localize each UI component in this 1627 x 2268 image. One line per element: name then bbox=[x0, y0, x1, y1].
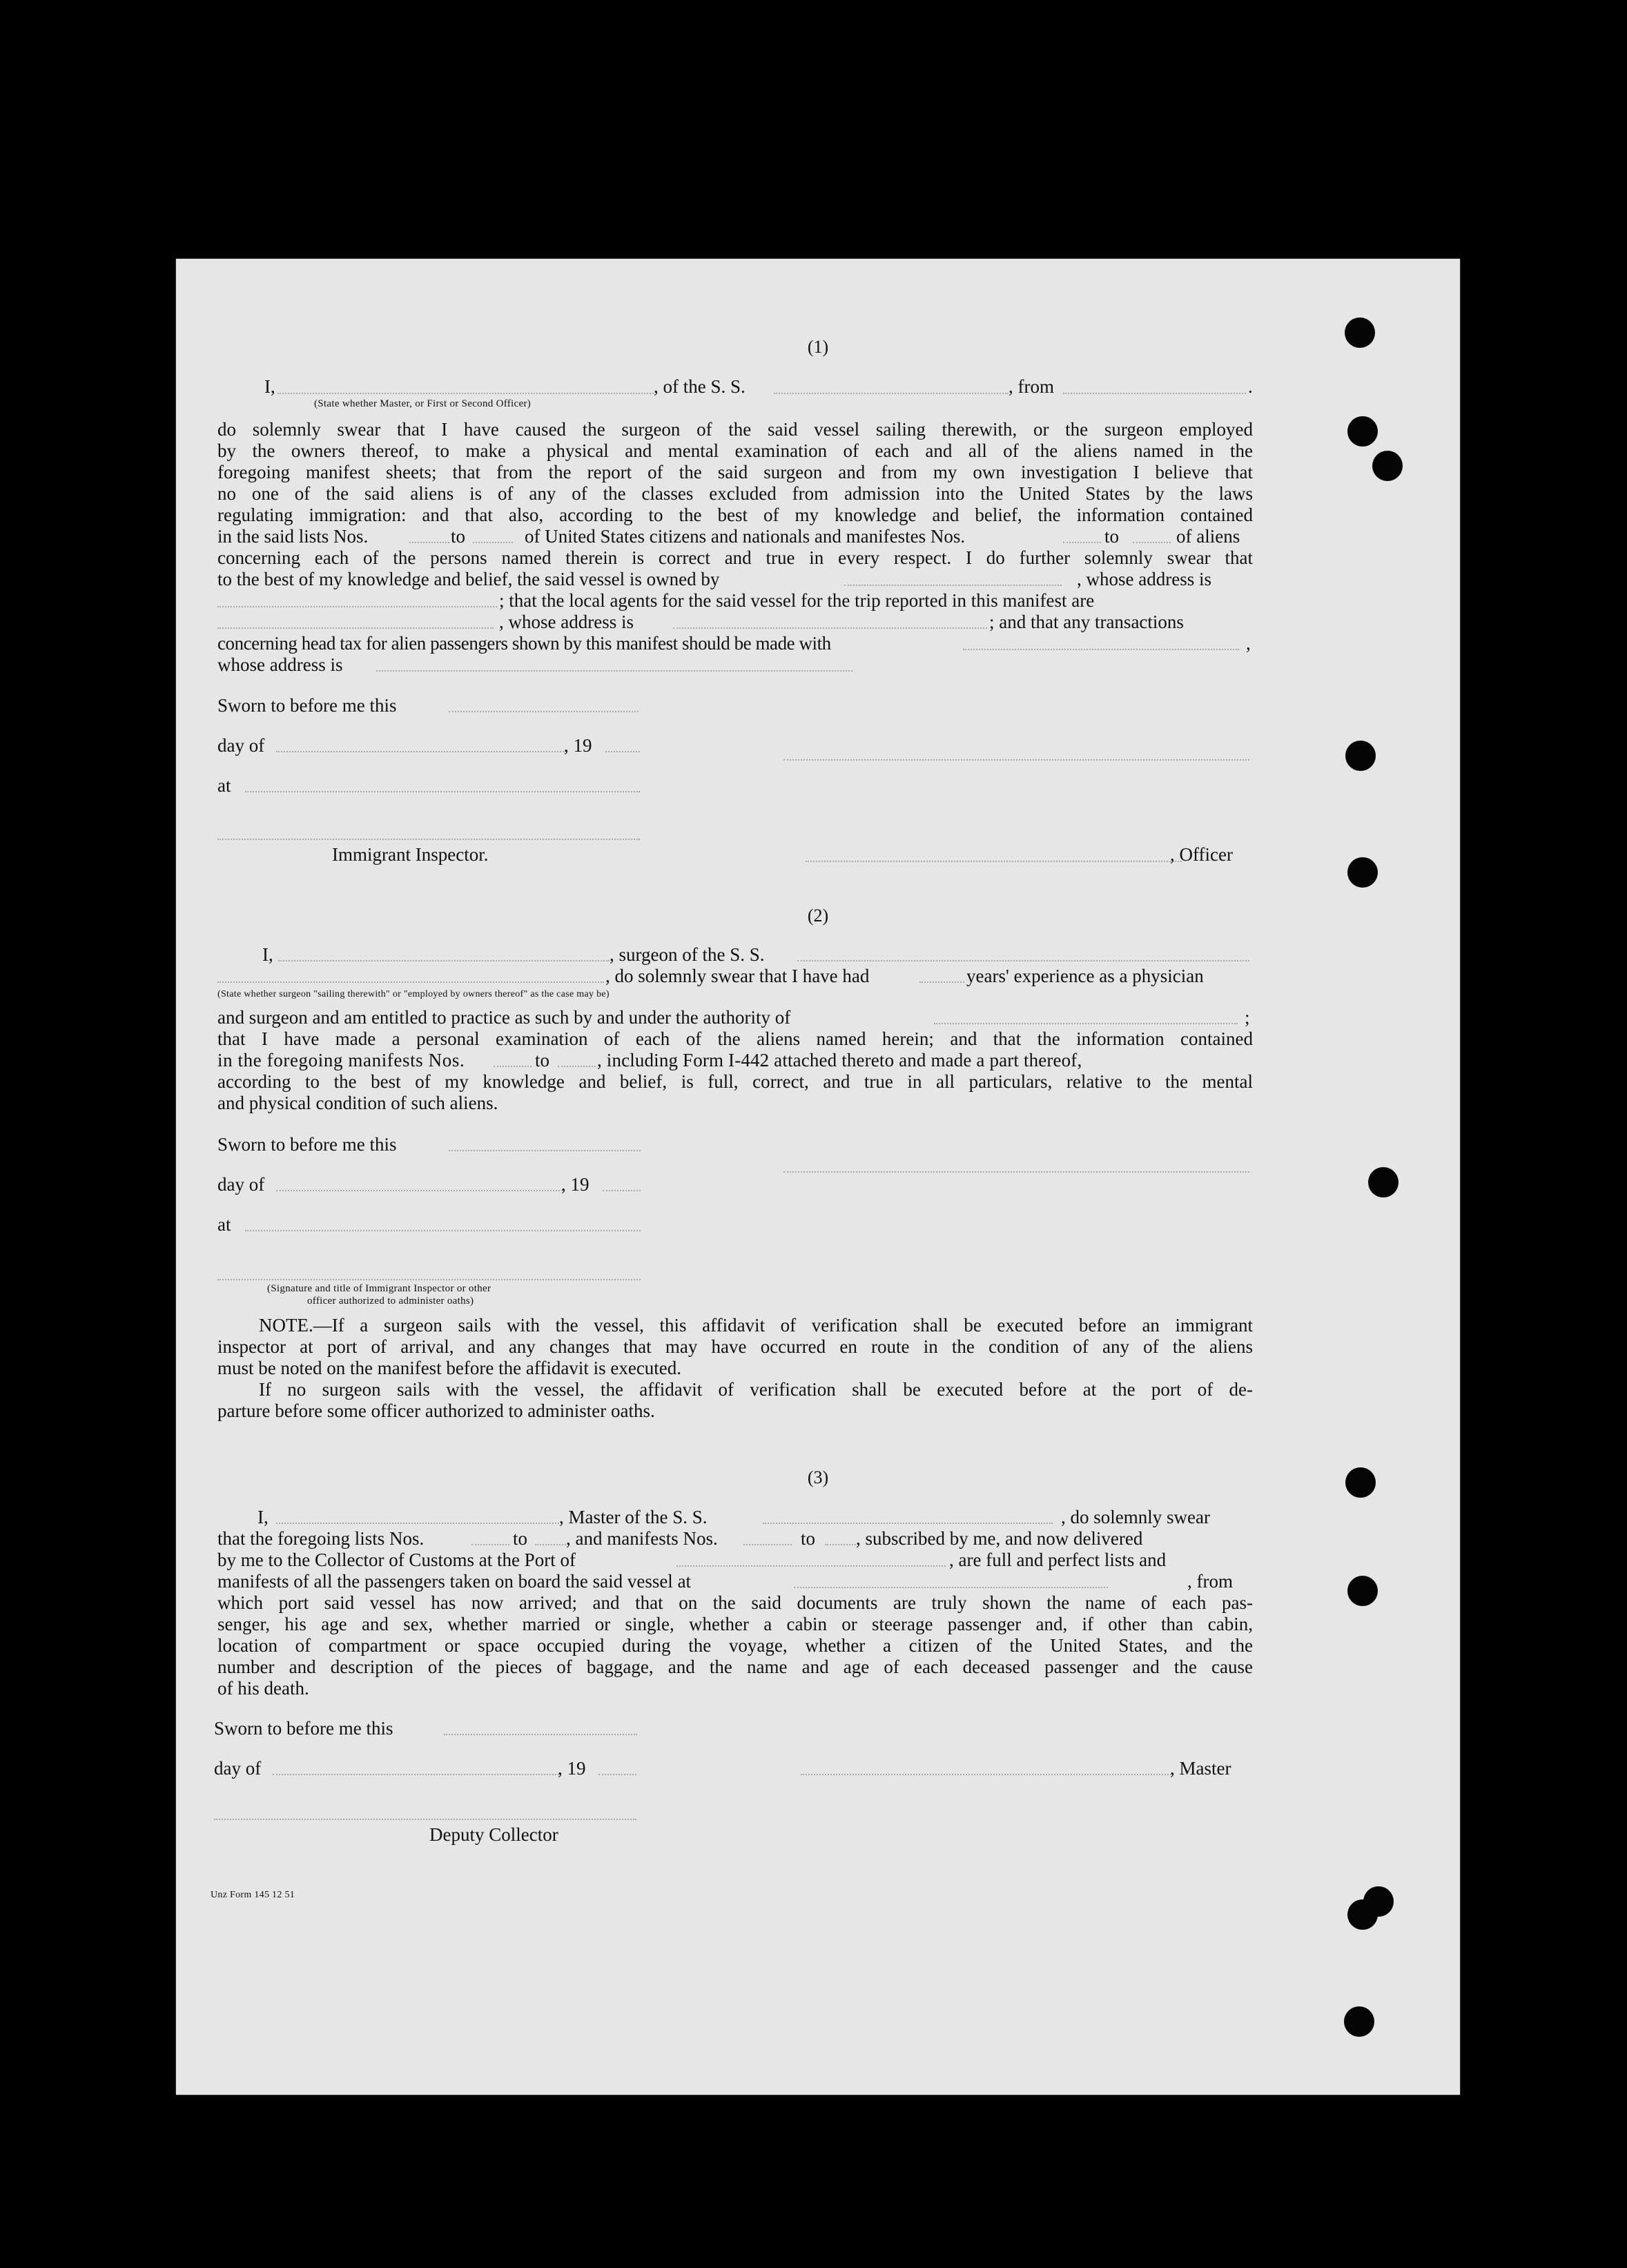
s2-capacity-field[interactable] bbox=[217, 981, 604, 983]
punch-hole bbox=[1347, 1576, 1378, 1606]
s1-year-label: , 19 bbox=[564, 735, 592, 756]
s2-inspector-sig-field[interactable] bbox=[217, 1279, 641, 1280]
s1-owned-a: to the best of my knowledge and belief, the said vessel is owned by bbox=[217, 569, 720, 589]
s3-master-name-field[interactable] bbox=[276, 1523, 559, 1524]
s2-semicolon: ; bbox=[1245, 1007, 1250, 1028]
section-1-number: (1) bbox=[807, 337, 829, 357]
s1-agents-line: ; that the local agents for the said vessel for the trip reported in this manifest are bbox=[499, 590, 1095, 611]
s2-sig-note-2: officer authorized to administer oaths) bbox=[307, 1296, 474, 1307]
s3-lists-to-2: to bbox=[801, 1528, 816, 1549]
s3-swear-label: , do solemnly swear bbox=[1061, 1507, 1210, 1527]
s3-lists-from-field[interactable] bbox=[471, 1544, 509, 1545]
s2-body-line-1: that I have made a personal examination of each of the aliens named herein; and that the information contained bbox=[217, 1028, 1253, 1049]
s2-sig-note-1: (Signature and title of Immigrant Inspector or other bbox=[267, 1283, 491, 1294]
s2-at-label: at bbox=[217, 1214, 231, 1235]
s1-ship-name-field[interactable] bbox=[774, 393, 1009, 394]
punch-hole bbox=[1347, 416, 1378, 447]
s3-year-field[interactable] bbox=[598, 1774, 636, 1775]
s3-collector-a: by me to the Collector of Customs at the Port of bbox=[217, 1550, 576, 1570]
punch-hole bbox=[1347, 857, 1378, 888]
s2-ship-name-field[interactable] bbox=[797, 960, 1249, 961]
punch-hole bbox=[1345, 741, 1376, 771]
s2-i-label: I, bbox=[262, 944, 273, 965]
s1-i-label: I, bbox=[264, 376, 275, 397]
s1-inspector-sig-field[interactable] bbox=[217, 839, 640, 840]
s3-master-label: , Master bbox=[1170, 1758, 1231, 1779]
s3-master-sig-field[interactable] bbox=[801, 1774, 1173, 1775]
s2-day-of-field[interactable] bbox=[276, 1190, 563, 1191]
s3-deputy-label: Deputy Collector bbox=[429, 1824, 558, 1845]
s3-collector-b: , are full and perfect lists and bbox=[949, 1550, 1167, 1570]
s3-lists-c: , subscribed by me, and now delivered bbox=[856, 1528, 1143, 1549]
punch-hole bbox=[1368, 1167, 1399, 1197]
s1-sworn-label: Sworn to before me this bbox=[217, 695, 397, 716]
s3-port-field[interactable] bbox=[676, 1565, 946, 1567]
s1-signature-field[interactable] bbox=[783, 759, 1249, 761]
s1-lists-b: of United States citizens and nationals and manifestes Nos. bbox=[525, 526, 966, 547]
s1-lists-from-field[interactable] bbox=[409, 542, 449, 543]
s2-year-field[interactable] bbox=[603, 1190, 641, 1191]
s3-master-of-label: , Master of the S. S. bbox=[559, 1507, 708, 1527]
s3-ship-name-field[interactable] bbox=[763, 1523, 1053, 1524]
s1-body-line-4: no one of the said aliens is of any of the classes excluded from admission into the United States by the laws bbox=[217, 483, 1253, 504]
s3-lists-to-1: to bbox=[513, 1528, 528, 1549]
punch-hole bbox=[1344, 2006, 1374, 2037]
s1-inspector-label: Immigrant Inspector. bbox=[332, 844, 489, 865]
s3-body-line-2: senger, his age and sex, whether married or single, whether a cabin or steerage passenger and, if other than cabin, bbox=[217, 1614, 1253, 1634]
s2-authority-label: and surgeon and am entitled to practice as such by and under the authority of bbox=[217, 1007, 791, 1028]
s1-comma: , bbox=[1246, 633, 1251, 654]
s3-body-line-3: location of compartment or space occupied during the voyage, whether a citizen of the United States, and the bbox=[217, 1635, 1253, 1656]
s1-year-field[interactable] bbox=[605, 751, 640, 752]
s1-from-port-field[interactable] bbox=[1063, 393, 1246, 394]
s3-body-line-1: which port said vessel has now arrived; and that on the said documents are truly shown the name of each pas- bbox=[217, 1592, 1253, 1613]
s2-note-line-4: If no surgeon sails with the vessel, the affidavit of verification shall be executed before at the port of de- bbox=[259, 1379, 1253, 1400]
s1-body-line-2: by the owners thereof, to make a physical and mental examination of each and all of the aliens named in the bbox=[217, 440, 1253, 461]
s1-head-tax-field[interactable] bbox=[963, 649, 1239, 650]
s2-at-field[interactable] bbox=[245, 1230, 641, 1231]
s1-officer-sig-field[interactable] bbox=[806, 861, 1182, 862]
s2-year-label: , 19 bbox=[561, 1174, 590, 1195]
s1-sworn-field[interactable] bbox=[449, 711, 639, 712]
s2-manifests-from-field[interactable] bbox=[494, 1066, 532, 1067]
s3-manifests-from-field[interactable] bbox=[743, 1544, 792, 1545]
s3-year-label: , 19 bbox=[558, 1758, 586, 1779]
s2-sworn-field[interactable] bbox=[449, 1150, 641, 1151]
s2-note-line-5: parture before some officer authorized to administer oaths. bbox=[217, 1400, 655, 1421]
s3-sworn-field[interactable] bbox=[444, 1734, 637, 1735]
manifest-affidavit-page bbox=[176, 259, 1460, 2095]
s1-officer-label: , Officer bbox=[1170, 844, 1233, 865]
s2-note-line-2: inspector at port of arrival, and any changes that may have occurred en route in the condition of any of the aliens bbox=[217, 1336, 1253, 1357]
s3-boarding-port-field[interactable] bbox=[794, 1587, 1108, 1588]
s3-lists-to-field[interactable] bbox=[535, 1544, 566, 1545]
s1-lists-to-field[interactable] bbox=[473, 542, 513, 543]
s1-period: . bbox=[1248, 376, 1253, 397]
punch-hole bbox=[1345, 1467, 1376, 1498]
s2-years-label: years' experience as a physician bbox=[966, 966, 1204, 986]
s3-body-last-line: of his death. bbox=[217, 1678, 309, 1699]
s1-owner-field[interactable] bbox=[844, 585, 1062, 586]
s1-from-label: , from bbox=[1009, 376, 1054, 397]
s3-manifests-a: manifests of all the passengers taken on board the said vessel at bbox=[217, 1571, 692, 1592]
s1-transactions: ; and that any transactions bbox=[989, 612, 1184, 632]
s3-manifests-to-field[interactable] bbox=[825, 1544, 856, 1545]
s1-lists-to-2: to bbox=[1104, 526, 1120, 547]
s1-agents-field[interactable] bbox=[217, 627, 494, 629]
s1-whose-address-is: whose address is bbox=[217, 654, 343, 675]
s1-at-label: at bbox=[217, 775, 231, 796]
s1-owner-address-field[interactable] bbox=[217, 606, 497, 607]
s2-swear-label: , do solemnly swear that I have had bbox=[605, 966, 870, 986]
s3-day-of-label: day of bbox=[214, 1758, 262, 1779]
s3-lists-b: , and manifests Nos. bbox=[566, 1528, 718, 1549]
s2-signature-field[interactable] bbox=[783, 1171, 1249, 1173]
s1-officer-name-field[interactable] bbox=[277, 393, 654, 394]
s1-agents-address-field[interactable] bbox=[673, 627, 987, 629]
section-2-number: (2) bbox=[807, 906, 829, 926]
s1-head-tax-line: concerning head tax for alien passengers shown by this manifest should be made with bbox=[217, 633, 831, 654]
s1-whose-address: , whose address is bbox=[499, 612, 634, 632]
section-3-number: (3) bbox=[807, 1467, 829, 1487]
s3-manifests-b: , from bbox=[1187, 1571, 1233, 1592]
s2-manifests-to-field[interactable] bbox=[558, 1066, 596, 1067]
s2-manifests-b: , including Form I-442 attached thereto and made a part thereof, bbox=[597, 1050, 1082, 1071]
s2-body-line-2: according to the best of my knowledge and belief, is full, correct, and true in all particulars, relative to the mental bbox=[217, 1071, 1253, 1092]
s1-lists-a: in the said lists Nos. bbox=[217, 526, 369, 547]
punch-hole bbox=[1372, 451, 1403, 481]
s1-manifests-from-field[interactable] bbox=[1063, 542, 1101, 543]
s2-surgeon-of-label: , surgeon of the S. S. bbox=[610, 944, 765, 965]
s1-owned-b: , whose address is bbox=[1077, 569, 1211, 589]
s1-day-of-field[interactable] bbox=[276, 751, 566, 752]
s2-surgeon-name-field[interactable] bbox=[278, 960, 610, 961]
s2-note-line-1: NOTE.—If a surgeon sails with the vessel, this affidavit of verification shall be executed before an immigrant bbox=[259, 1315, 1253, 1336]
s2-surgeon-note: (State whether surgeon "sailing therewith" or "employed by owners thereof" as the case may be) bbox=[217, 989, 610, 999]
s1-master-note: (State whether Master, or First or Second Officer) bbox=[314, 398, 532, 409]
punch-hole bbox=[1363, 1886, 1394, 1917]
s1-head-tax-address-field[interactable] bbox=[376, 670, 853, 672]
s1-body-line-5: regulating immigration: and that also, according to the best of my knowledge and belief, the information contained bbox=[217, 505, 1253, 525]
s3-deputy-sig-field[interactable] bbox=[214, 1819, 636, 1820]
s1-at-field[interactable] bbox=[245, 791, 640, 792]
s1-day-of-label: day of bbox=[217, 735, 265, 756]
s2-years-field[interactable] bbox=[919, 981, 964, 983]
s3-body-line-4: number and description of the pieces of baggage, and the name and age of each deceased passenger and the cause bbox=[217, 1656, 1253, 1677]
s2-day-of-label: day of bbox=[217, 1174, 265, 1195]
s1-body-line-1: do solemnly swear that I have caused the surgeon of the said vessel sailing therewith, or the surgeon employed bbox=[217, 419, 1253, 440]
s1-manifests-to-field[interactable] bbox=[1133, 542, 1171, 543]
s2-sworn-label: Sworn to before me this bbox=[217, 1134, 397, 1155]
s3-day-of-field[interactable] bbox=[273, 1774, 559, 1775]
s2-note-line-3: must be noted on the manifest before the affidavit is executed. bbox=[217, 1358, 682, 1378]
s1-concerning-line: concerning each of the persons named therein is correct and true in every respect. I do further solemnly swear that bbox=[217, 547, 1253, 568]
s2-manifests-a: in the foregoing manifests Nos. bbox=[217, 1050, 465, 1071]
s2-body-line-3: and physical condition of such aliens. bbox=[217, 1093, 498, 1113]
s1-lists-c: of aliens bbox=[1176, 526, 1240, 547]
s1-of-ss-label: , of the S. S. bbox=[654, 376, 746, 397]
s3-lists-a: that the foregoing lists Nos. bbox=[217, 1528, 425, 1549]
punch-hole bbox=[1345, 317, 1375, 348]
s1-body-line-3: foregoing manifest sheets; that from the report of the said surgeon and from my own investigation I believe that bbox=[217, 462, 1253, 482]
form-number: Unz Form 145 12 51 bbox=[211, 1890, 295, 1900]
s3-sworn-label: Sworn to before me this bbox=[214, 1718, 393, 1739]
s3-i-label: I, bbox=[257, 1507, 269, 1527]
s2-authority-field[interactable] bbox=[934, 1023, 1238, 1024]
s1-lists-to-1: to bbox=[451, 526, 466, 547]
s2-manifests-to: to bbox=[535, 1050, 550, 1071]
